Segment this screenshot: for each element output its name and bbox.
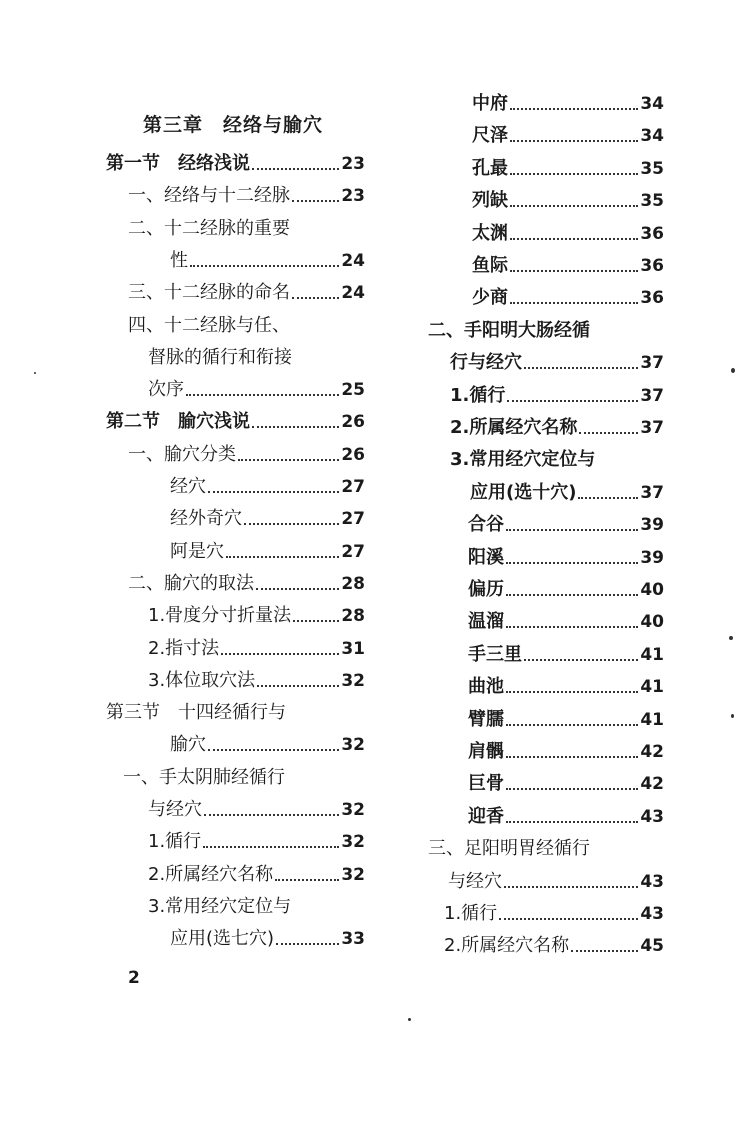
dot-leader <box>226 556 339 558</box>
toc-entry-title: 一、经络与十二经脉 <box>128 185 290 207</box>
toc-page-number: 41 <box>640 644 664 665</box>
toc-page-number: 35 <box>640 158 664 179</box>
toc-entry <box>123 763 285 793</box>
toc-page-number: 45 <box>640 936 664 957</box>
toc-page-number: 40 <box>640 580 664 600</box>
dot-leader <box>190 265 339 267</box>
dot-leader <box>238 459 339 461</box>
toc-entry-title: 腧穴 <box>170 734 206 756</box>
dot-leader <box>510 302 638 304</box>
toc-entry <box>148 634 365 664</box>
page-number: 2 <box>128 968 140 988</box>
toc-entry <box>468 575 664 605</box>
toc-page-number: 24 <box>341 283 365 304</box>
dot-leader <box>506 756 638 758</box>
toc-entry-title: 二、手阳明大肠经循 <box>428 319 590 341</box>
toc-page-number: 25 <box>341 380 365 401</box>
toc-entry <box>148 375 365 405</box>
toc-page-number: 37 <box>640 385 664 406</box>
toc-entry <box>170 924 365 954</box>
toc-page-number: 41 <box>640 709 664 730</box>
toc-entry-title: 第三节 十四经循行与 <box>106 702 286 724</box>
toc-page-number: 43 <box>640 871 664 892</box>
toc-page-number: 43 <box>640 904 664 924</box>
toc-page-number: 36 <box>640 223 664 244</box>
dot-leader <box>208 491 339 493</box>
toc-page-number: 28 <box>341 606 365 627</box>
toc-entry <box>468 705 664 735</box>
dot-leader <box>221 653 339 655</box>
toc-entry <box>128 181 365 211</box>
toc-entry <box>472 219 664 249</box>
toc-page-number: 42 <box>640 742 664 762</box>
toc-entry <box>106 698 286 728</box>
toc-entry <box>468 672 664 702</box>
dot-leader <box>252 426 339 428</box>
toc-entry-title: 经穴 <box>170 476 206 497</box>
dot-leader <box>578 497 638 499</box>
toc-entry <box>468 737 664 767</box>
dot-leader <box>204 814 339 816</box>
toc-entry-title: 性 <box>170 249 188 271</box>
toc-page-number: 32 <box>341 864 365 885</box>
dot-leader <box>506 529 638 531</box>
toc-entry-title: 迎香 <box>468 805 504 827</box>
dot-leader <box>257 685 339 687</box>
dot-leader <box>256 588 339 590</box>
scan-speck <box>731 714 734 718</box>
dot-leader <box>203 846 339 848</box>
toc-page-number: 39 <box>640 515 664 536</box>
toc-entry <box>444 899 664 929</box>
toc-entry <box>170 537 365 567</box>
dot-leader <box>244 523 339 525</box>
dot-leader <box>510 173 638 175</box>
dot-leader <box>506 788 638 790</box>
toc-entry-title: 督脉的循行和衔接 <box>148 346 292 368</box>
toc-entry <box>448 867 664 897</box>
toc-page-number: 36 <box>640 288 664 309</box>
toc-entry-title: 2.所属经穴名称 <box>148 863 274 885</box>
toc-entry <box>170 472 365 502</box>
dot-leader <box>292 297 339 299</box>
toc-entry-title: 2.指寸法 <box>148 637 220 659</box>
toc-entry-title: 阿是穴 <box>170 540 224 562</box>
toc-entry <box>148 860 365 890</box>
toc-entry <box>128 440 365 470</box>
toc-entry <box>106 149 365 179</box>
toc-page-number: 37 <box>640 418 664 438</box>
toc-entry-title: 合谷 <box>468 514 504 536</box>
dot-leader <box>276 943 339 945</box>
toc-entry <box>468 769 664 799</box>
toc-entry <box>148 666 365 696</box>
toc-entry <box>444 931 664 961</box>
toc-entry-title: 一、手太阴肺经循行 <box>123 766 285 788</box>
toc-entry <box>170 504 365 534</box>
toc-entry-title: 1.循行 <box>450 384 506 406</box>
toc-entry-title: 应用(选十穴) <box>470 481 577 503</box>
toc-entry-title: 2.所属经穴名称 <box>444 935 570 957</box>
toc-page-number: 37 <box>640 482 664 503</box>
toc-entry <box>450 381 664 411</box>
toc-entry-title: 列缺 <box>472 190 508 212</box>
toc-entry <box>148 601 365 631</box>
toc-entry-title: 鱼际 <box>472 255 508 276</box>
toc-entry-title: 第二节 腧穴浅说 <box>106 411 250 433</box>
toc-page-number: 26 <box>341 444 365 465</box>
toc-entry-title: 阳溪 <box>468 546 504 568</box>
toc-page-number: 43 <box>640 806 664 827</box>
toc-page-number: 23 <box>341 154 365 174</box>
toc-page-number: 41 <box>640 677 664 698</box>
toc-page-number: 23 <box>341 186 365 207</box>
toc-entry-title: 肩髃 <box>468 741 504 762</box>
dot-leader <box>510 205 638 207</box>
toc-entry <box>128 311 290 341</box>
toc-entry-title: 1.循行 <box>148 831 202 853</box>
toc-entry-title: 三、十二经脉的命名 <box>128 282 290 304</box>
toc-entry <box>450 348 664 378</box>
toc-entry <box>470 478 664 508</box>
toc-entry <box>106 407 365 437</box>
toc-entry-title: 与经穴 <box>448 870 502 892</box>
toc-entry-title: 1.骨度分寸折量法 <box>148 605 292 627</box>
toc-entry-title: 2.所属经穴名称 <box>450 417 578 438</box>
toc-entry <box>472 89 664 119</box>
toc-entry <box>128 569 365 599</box>
toc-entry-title: 经外奇穴 <box>170 508 242 530</box>
toc-entry <box>472 154 664 184</box>
toc-entry <box>148 343 292 373</box>
dot-leader <box>499 918 638 920</box>
dot-leader <box>507 400 638 402</box>
scan-speck <box>408 1018 411 1021</box>
toc-page-number: 28 <box>341 573 365 594</box>
dot-leader <box>506 821 638 823</box>
toc-entry <box>428 834 590 864</box>
toc-entry-title: 3.体位取穴法 <box>148 669 256 691</box>
toc-page-number: 33 <box>341 929 365 950</box>
dot-leader <box>524 367 638 369</box>
toc-entry-title: 与经穴 <box>148 799 202 820</box>
toc-page-number: 36 <box>640 256 664 276</box>
toc-entry <box>468 607 664 637</box>
toc-entry-title: 二、腧穴的取法 <box>128 572 254 594</box>
toc-entry <box>450 413 664 443</box>
toc-page-number: 32 <box>341 832 365 853</box>
toc-entry <box>148 892 291 922</box>
toc-page-number: 32 <box>341 735 365 756</box>
dot-leader <box>506 594 638 596</box>
dot-leader <box>275 879 339 881</box>
dot-leader <box>292 200 339 202</box>
toc-entry <box>472 121 664 151</box>
toc-entry <box>468 543 664 573</box>
toc-page-number: 32 <box>341 800 365 820</box>
scan-speck <box>34 372 36 374</box>
dot-leader <box>186 394 339 396</box>
toc-entry <box>472 283 664 313</box>
dot-leader <box>208 749 339 751</box>
dot-leader <box>510 270 638 272</box>
dot-leader <box>293 620 339 622</box>
dot-leader <box>510 108 638 110</box>
dot-leader <box>524 659 638 661</box>
toc-entry-title: 少商 <box>472 287 508 309</box>
toc-page-number: 40 <box>640 612 664 633</box>
chapter-title: 第三章 经络与腧穴 <box>143 114 324 136</box>
toc-entry <box>472 186 664 216</box>
toc-entry-title: 第一节 经络浅说 <box>106 153 250 174</box>
dot-leader <box>510 140 638 142</box>
toc-entry <box>468 802 664 832</box>
toc-entry-title: 3.常用经穴定位与 <box>148 895 292 917</box>
dot-leader <box>571 950 638 952</box>
toc-entry-title: 巨骨 <box>468 773 504 795</box>
toc-entry-title: 一、腧穴分类 <box>128 443 236 465</box>
toc-entry <box>468 640 664 670</box>
toc-entry <box>170 730 365 760</box>
dot-leader <box>506 724 638 726</box>
toc-entry-title: 温溜 <box>468 611 504 633</box>
toc-page-number: 24 <box>341 250 365 271</box>
dot-leader <box>506 562 638 564</box>
toc-page-number: 31 <box>341 638 365 659</box>
toc-entry <box>468 510 664 540</box>
scan-speck <box>729 636 733 640</box>
toc-page-number: 37 <box>640 353 664 374</box>
toc-entry <box>428 316 590 346</box>
toc-entry-title: 行与经穴 <box>450 352 522 374</box>
toc-entry-title: 孔最 <box>472 157 508 179</box>
toc-entry-title: 臂臑 <box>468 708 504 730</box>
scan-speck <box>731 368 735 373</box>
toc-entry <box>472 251 664 281</box>
toc-page-number: 34 <box>640 94 664 114</box>
toc-entry <box>128 214 290 244</box>
toc-page-number: 27 <box>341 541 365 562</box>
toc-page-number: 27 <box>341 477 365 497</box>
toc-entry-title: 手三里 <box>468 643 522 665</box>
toc-entry-title: 次序 <box>148 379 184 401</box>
toc-entry-title: 四、十二经脉与任、 <box>128 314 290 336</box>
dot-leader <box>510 238 638 240</box>
toc-entry <box>148 795 365 825</box>
dot-leader <box>252 168 339 170</box>
dot-leader <box>579 432 638 434</box>
toc-entry-title: 曲池 <box>468 676 504 698</box>
toc-page-number: 35 <box>640 191 664 212</box>
dot-leader <box>504 886 638 888</box>
dot-leader <box>506 626 638 628</box>
toc-page-number: 39 <box>640 547 664 568</box>
toc-page-number: 32 <box>341 670 365 691</box>
dot-leader <box>506 691 638 693</box>
toc-entry-title: 1.循行 <box>444 903 498 924</box>
toc-entry <box>450 445 595 475</box>
toc-page-number: 27 <box>341 509 365 530</box>
toc-entry <box>148 827 365 857</box>
toc-entry <box>128 278 365 308</box>
toc-entry-title: 应用(选七穴) <box>170 928 275 950</box>
toc-page-number: 26 <box>341 412 365 433</box>
toc-page-number: 42 <box>640 774 664 795</box>
toc-entry-title: 偏历 <box>468 579 504 600</box>
toc-entry-title: 二、十二经脉的重要 <box>128 217 290 239</box>
toc-entry-title: 3.常用经穴定位与 <box>450 449 596 471</box>
toc-entry-title: 中府 <box>472 93 508 114</box>
toc-entry <box>170 246 365 276</box>
toc-entry-title: 三、足阳明胃经循行 <box>428 838 590 860</box>
toc-entry-title: 太渊 <box>472 222 508 244</box>
toc-page-number: 34 <box>640 126 664 147</box>
toc-entry-title: 尺泽 <box>472 125 508 147</box>
